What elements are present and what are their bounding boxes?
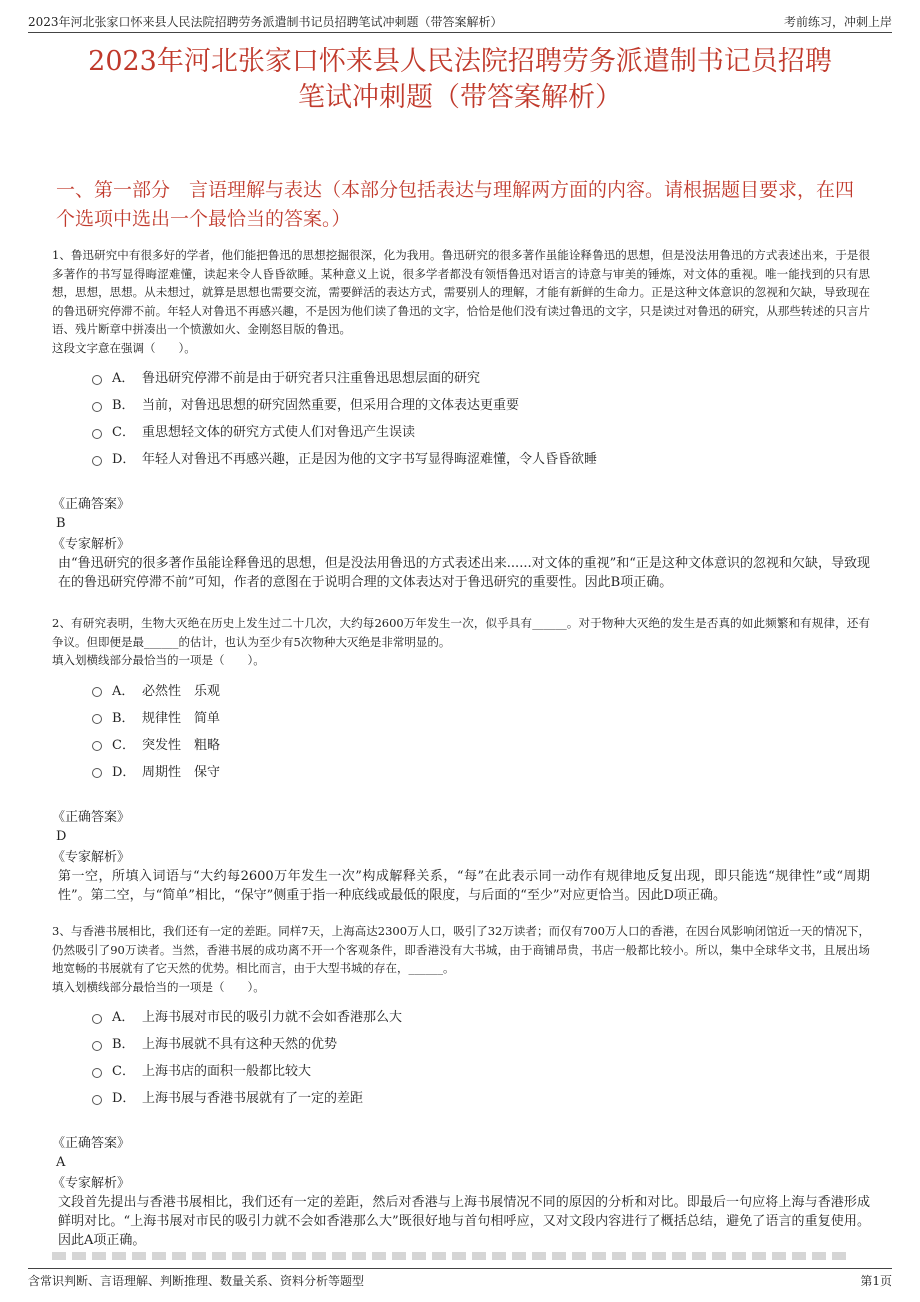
answer-label: 《正确答案》 xyxy=(52,1136,131,1151)
radio-icon[interactable] xyxy=(92,1068,102,1078)
radio-icon[interactable] xyxy=(92,402,102,412)
header-slogan: 考前练习，冲刺上岸 xyxy=(783,14,892,29)
option-b[interactable] xyxy=(92,390,870,417)
option-a[interactable] xyxy=(92,1002,870,1029)
option-text: 突发性 粗略 xyxy=(142,737,221,753)
option-d[interactable] xyxy=(92,757,870,784)
option-list xyxy=(92,363,870,471)
option-list xyxy=(92,676,870,784)
radio-icon[interactable] xyxy=(92,687,102,697)
option-letter: D． xyxy=(112,1091,136,1106)
option-text: 上海书店的面积一般都比较大 xyxy=(142,1064,312,1079)
option-letter: A． xyxy=(112,371,135,386)
radio-icon[interactable] xyxy=(92,375,102,385)
radio-icon[interactable] xyxy=(92,429,102,439)
question-prompt: 填入划横线部分最恰当的一项是（ ）。 xyxy=(52,653,265,667)
option-text: 当前，对鲁迅思想的研究固然重要，但采用合理的文体表达更重要 xyxy=(142,398,520,413)
explanation-text: 由“鲁迅研究的很多著作虽能诠释鲁迅的思想，但是没法用鲁迅的方式表述出来......对文体的重视”和“正是这种文体意识的忽视和欠缺，导致现在的鲁迅研究停滞不前”可知，作者的意图在于说明合理的文体表达对于鲁迅研究的重要性。因此B项正确。 xyxy=(58,556,870,590)
radio-icon[interactable] xyxy=(92,1014,102,1024)
option-letter: A． xyxy=(112,683,135,699)
section-heading: 一、第一部分 言语理解与表达（本部分包括表达与理解两方面的内容。请根据题目要求，在四个选项中选出一个最恰当的答案。） xyxy=(56,179,855,230)
explanation-label: 《专家解析》 xyxy=(52,1176,131,1191)
answer-value: B xyxy=(56,516,66,531)
header-doc-title: 2023年河北张家口怀来县人民法院招聘劳务派遣制书记员招聘笔试冲刺题（带答案解析） xyxy=(28,14,503,29)
option-letter: C． xyxy=(112,425,135,440)
question-stem: 2、有研究表明，生物大灭绝在历史上发生过二十几次，大约每2600万年发生一次，似乎具有______。对于物种大灭绝的发生是否真的如此频繁和有规律，还有争议。但即便是最______的估计，也认为至少有5次物种大灭绝是非常明显的。 xyxy=(52,616,870,649)
option-c[interactable] xyxy=(92,417,870,444)
option-list xyxy=(92,1002,870,1110)
option-text: 重思想轻文体的研究方式使人们对鲁迅产生误读 xyxy=(142,425,416,440)
option-letter: B． xyxy=(112,1037,135,1052)
option-text: 上海书展对市民的吸引力就不会如香港那么大 xyxy=(142,1010,403,1025)
page-number: 第1页 xyxy=(860,1273,892,1288)
option-letter: D． xyxy=(112,452,136,467)
question-prompt: 填入划横线部分最恰当的一项是（ ）。 xyxy=(52,979,265,994)
option-letter: B． xyxy=(112,710,135,726)
answer-label: 《正确答案》 xyxy=(52,809,131,825)
option-text: 上海书展就不具有这种天然的优势 xyxy=(142,1037,338,1052)
option-text: 鲁迅研究停滞不前是由于研究者只注重鲁迅思想层面的研究 xyxy=(142,371,481,386)
radio-icon[interactable] xyxy=(92,741,102,751)
option-d[interactable] xyxy=(92,444,870,471)
question-stem: 3、与香港书展相比，我们还有一定的差距。同样7天，上海高达2300万人口，吸引了32万读者；而仅有700万人口的香港，在因台风影响闭馆近一天的情况下，仍然吸引了90万读者。当然，香港书展的成功离不开一个客观条件，即香港没有大书城，由于商铺昂贵，书店一般都比较小。所以，集中全球华文书，且展出场地宽畅的书展就有了它天然的优势。相比而言，由于大型书城的存在，______。 xyxy=(52,924,870,975)
radio-icon[interactable] xyxy=(92,714,102,724)
question-2 xyxy=(52,614,870,905)
option-b[interactable] xyxy=(92,1029,870,1056)
option-letter: A． xyxy=(112,1010,135,1025)
option-letter: B． xyxy=(112,398,135,413)
explanation-label: 《专家解析》 xyxy=(52,537,131,552)
question-1 xyxy=(52,246,870,592)
page-footer xyxy=(28,1268,892,1291)
option-text: 周期性 保守 xyxy=(142,764,221,780)
explanation-text: 第一空，所填入词语与“大约每2600万年发生一次”构成解释关系，“每”在此表示同一动作有规律地反复出现，即只能选“规律性”或“周期性”。第二空，与“简单”相比，“保守”侧重于指一种底线或最低的限度，与后面的“至少”对应更恰当。因此D项正确。 xyxy=(58,868,870,903)
option-text: 规律性 简单 xyxy=(142,710,221,726)
answer-label: 《正确答案》 xyxy=(52,497,131,512)
radio-icon[interactable] xyxy=(92,1041,102,1051)
question-3 xyxy=(52,922,870,1250)
question-stem: 1、鲁迅研究中有很多好的学者，他们能把鲁迅的思想挖掘很深，化为我用。鲁迅研究的很多著作虽能诠释鲁迅的思想，但是没法用鲁迅的方式表述出来，于是很多著作的书写显得晦涩难懂，读起来令人昏昏欲睡。某种意义上说，很多学者都没有领悟鲁迅对语言的诗意与审美的锤炼，对文体的重视。唯一能找到的只有思想，思想，思想。从未想过，就算是思想也需要交流，需要鲜活的表达方式，需要别人的理解，才能有新鲜的生命力。正是这种文体意识的忽视和欠缺，导致现在的鲁迅研究停滞不前。年轻人对鲁迅不再感兴趣，不是因为他们读了鲁迅的文字，恰恰是他们没有读过鲁迅的文字，只是读过对鲁迅的研究，从那些转述的只言片语、残片断章中拼凑出一个愤激如火、金刚怒目版的鲁迅。 xyxy=(52,248,870,336)
question-prompt: 这段文字意在强调（ ）。 xyxy=(52,340,196,355)
option-c[interactable] xyxy=(92,1056,870,1083)
page-title xyxy=(20,44,900,116)
title-line-1: 2023年河北张家口怀来县人民法院招聘劳务派遣制书记员招聘 xyxy=(88,46,832,77)
option-c[interactable] xyxy=(92,730,870,757)
answer-value: A xyxy=(56,1155,66,1170)
option-text: 必然性 乐观 xyxy=(142,683,221,699)
footer-categories: 含常识判断、言语理解、判断推理、数量关系、资料分析等题型 xyxy=(28,1273,365,1288)
option-letter: C． xyxy=(112,737,135,753)
radio-icon[interactable] xyxy=(92,768,102,778)
option-b[interactable] xyxy=(92,703,870,730)
answer-value: D xyxy=(56,828,67,844)
explanation-label: 《专家解析》 xyxy=(52,849,131,865)
title-line-2: 笔试冲刺题（带答案解析） xyxy=(298,82,622,113)
option-a[interactable] xyxy=(92,676,870,703)
radio-icon[interactable] xyxy=(92,1095,102,1105)
option-a[interactable] xyxy=(92,363,870,390)
radio-icon[interactable] xyxy=(92,456,102,466)
clipped-next-question xyxy=(52,1252,852,1260)
option-text: 年轻人对鲁迅不再感兴趣，正是因为他的文字书写显得晦涩难懂，令人昏昏欲睡 xyxy=(142,452,598,467)
explanation-text: 文段首先提出与香港书展相比，我们还有一定的差距，然后对香港与上海书展情况不同的原因的分析和对比。即最后一句应将上海与香港形成鲜明对比。“上海书展对市民的吸引力就不会如香港那么大”既很好地与首句相呼应，又对文段内容进行了概括总结，避免了语言的重复使用。因此A项正确。 xyxy=(58,1195,870,1248)
page-header xyxy=(28,10,892,33)
option-d[interactable] xyxy=(92,1083,870,1110)
option-letter: C． xyxy=(112,1064,135,1079)
option-text: 上海书展与香港书展就有了一定的差距 xyxy=(142,1091,364,1106)
option-letter: D． xyxy=(112,764,136,780)
